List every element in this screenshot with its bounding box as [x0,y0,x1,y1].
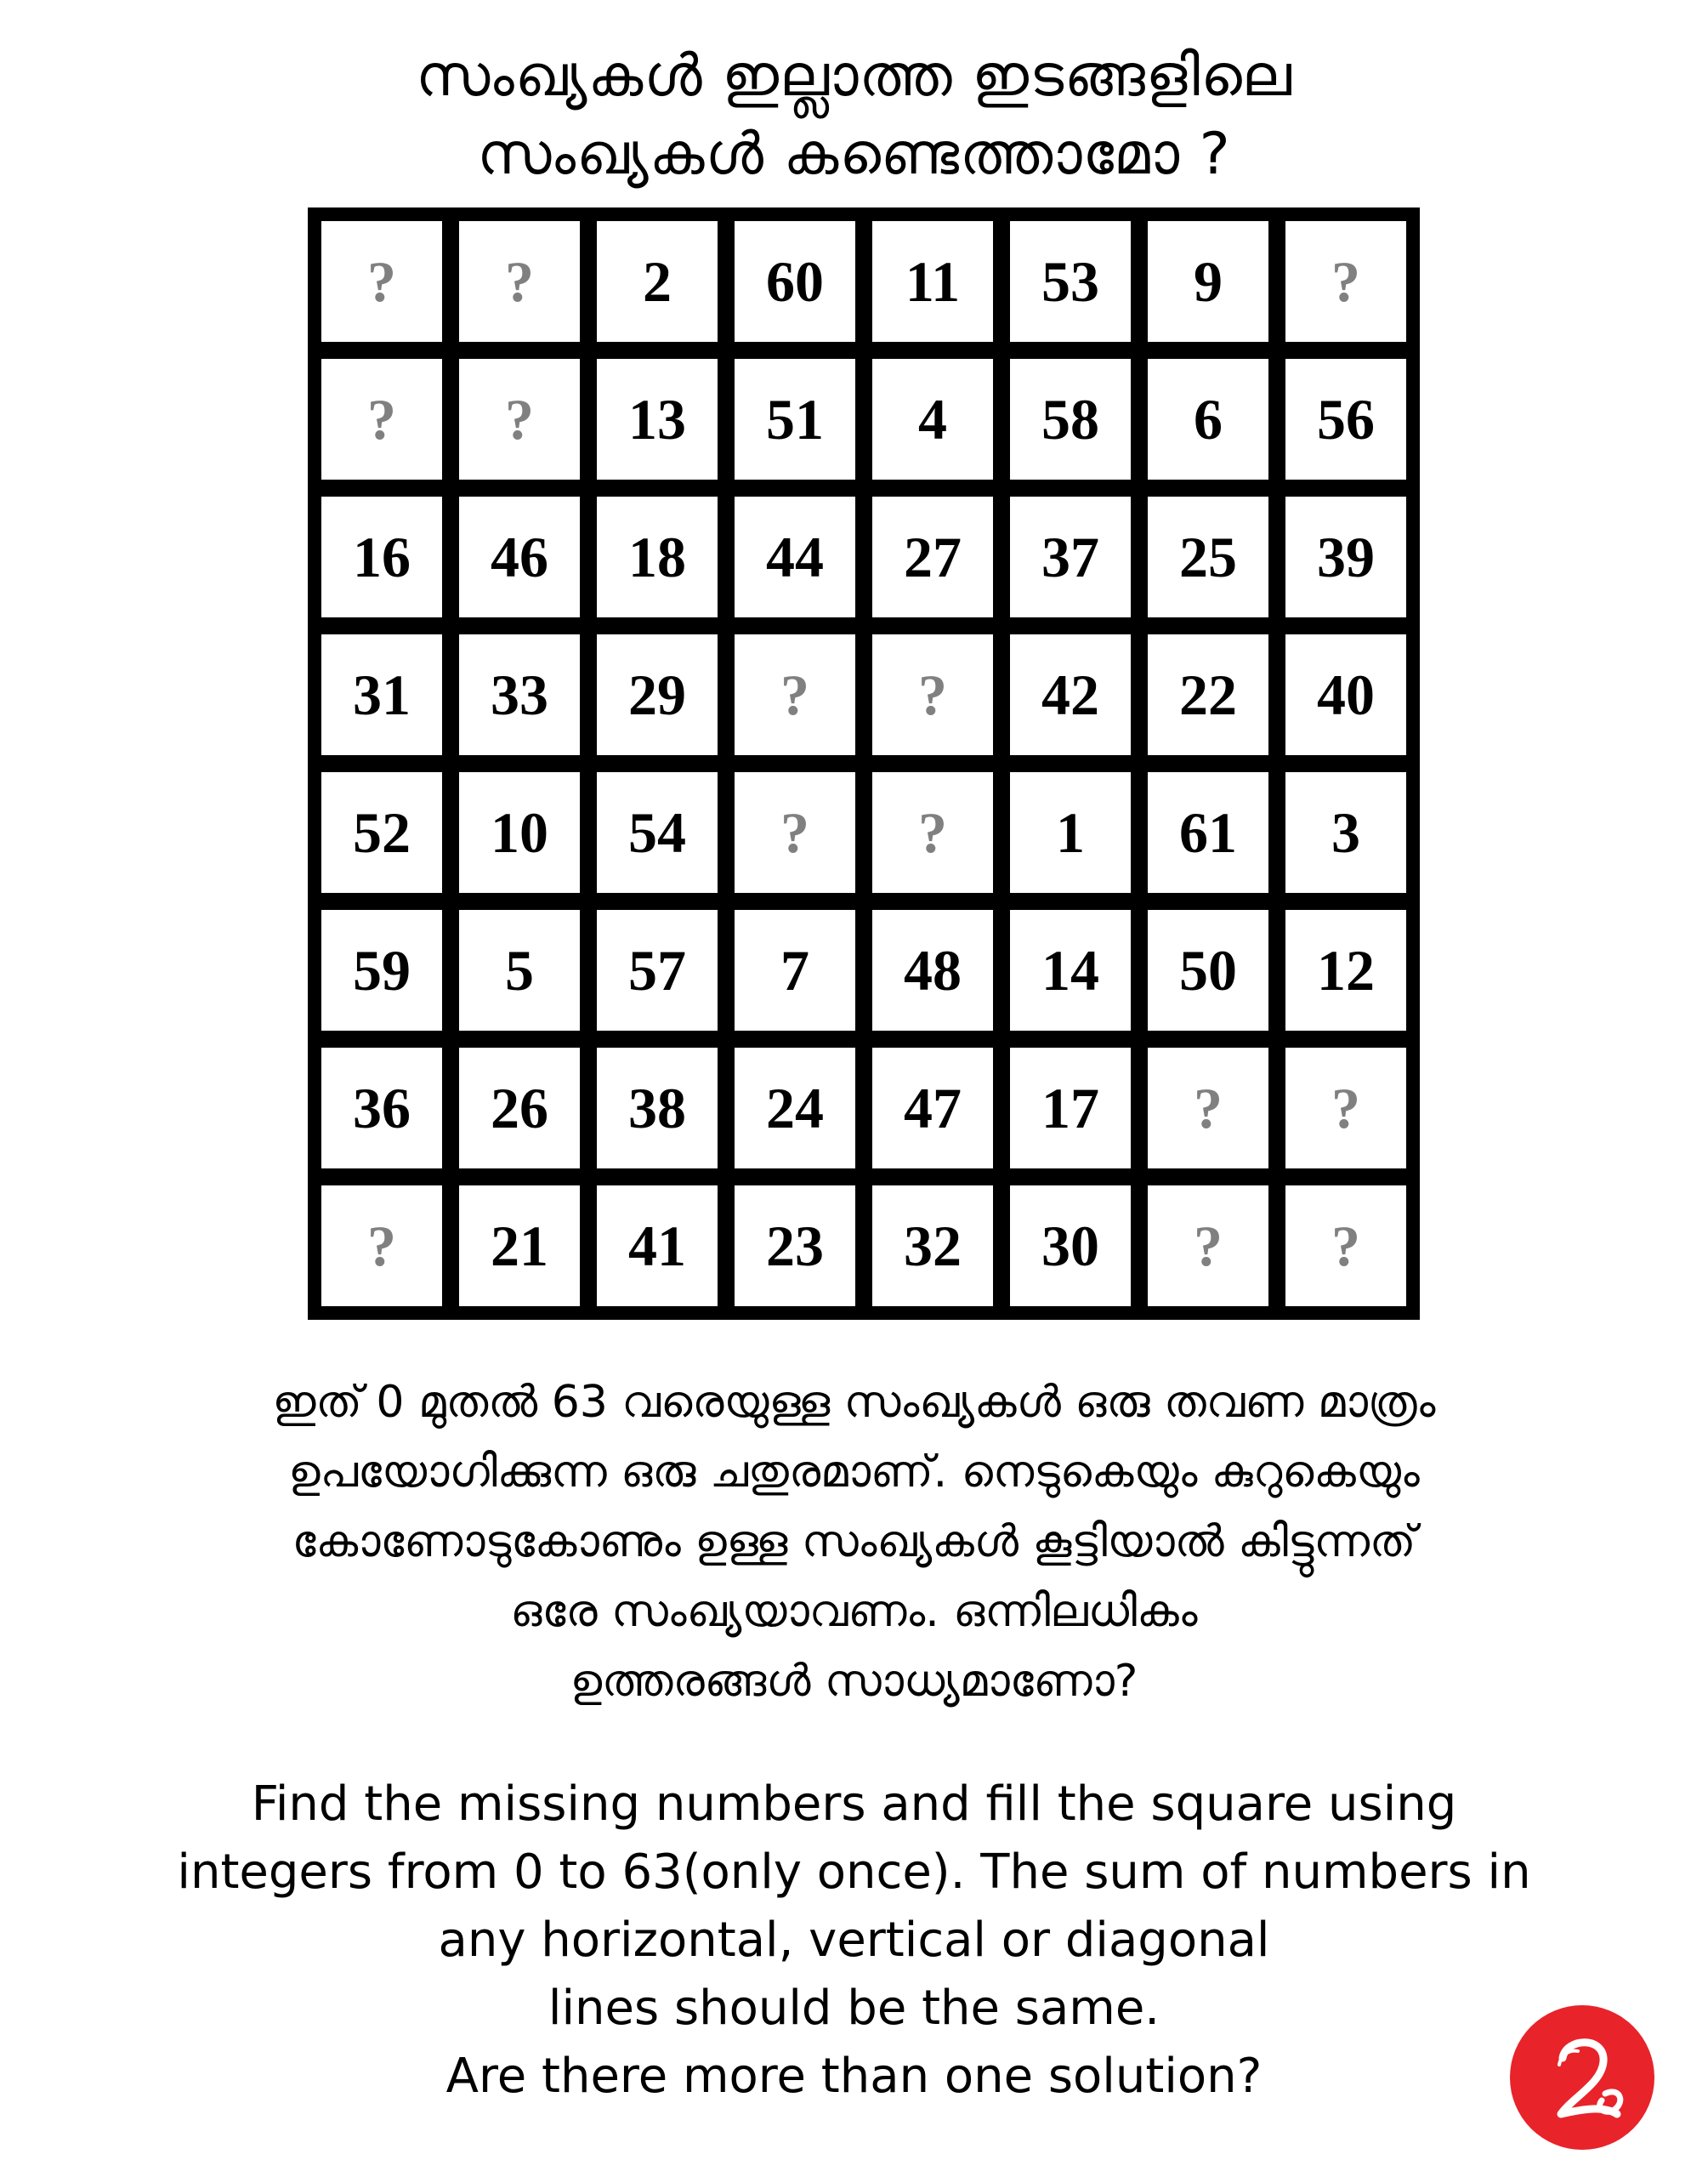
number-cell: 16 [321,497,442,617]
number-cell: 1 [1010,772,1131,893]
number-cell: 3 [1285,772,1406,893]
malayalam-line-4: ഒരേ സംഖ്യയാവണം. ഒന്നിലധികം [510,1586,1198,1637]
missing-number-cell: ? [735,772,855,893]
missing-number-cell: ? [459,221,580,342]
number-cell: 60 [735,221,855,342]
number-cell: 57 [597,910,718,1031]
missing-number-cell: ? [735,634,855,755]
number-cell: 10 [459,772,580,893]
missing-number-cell: ? [872,772,993,893]
number-cell: 24 [735,1048,855,1168]
number-cell: 27 [872,497,993,617]
number-cell: 12 [1285,910,1406,1031]
missing-number-cell: ? [1285,221,1406,342]
number-cell: 13 [597,359,718,480]
english-line-4: lines should be the same. [548,1981,1160,2036]
puzzle-title [0,37,1708,194]
brand-logo-glyph-icon [1510,2005,1654,2150]
number-cell: 41 [597,1185,718,1306]
number-cell: 54 [597,772,718,893]
missing-number-cell: ? [459,359,580,480]
number-cell: 56 [1285,359,1406,480]
number-cell: 36 [321,1048,442,1168]
number-cell: 51 [735,359,855,480]
number-cell: 48 [872,910,993,1031]
english-line-2: integers from 0 to 63(only once). The sum of numbers in [177,1844,1531,1900]
number-cell: 22 [1148,634,1268,755]
malayalam-line-5: ഉത്തരങ്ങൾ സാധ്യമാണോ? [570,1656,1138,1707]
missing-number-cell: ? [1285,1185,1406,1306]
english-line-5: Are there more than one solution? [445,2049,1263,2104]
number-cell: 47 [872,1048,993,1168]
english-line-1: Find the missing numbers and fill the square using [251,1776,1457,1832]
english-instructions [0,1771,1708,2111]
number-cell: 61 [1148,772,1268,893]
number-cell: 42 [1010,634,1131,755]
number-cell: 37 [1010,497,1131,617]
number-cell: 33 [459,634,580,755]
number-cell: 26 [459,1048,580,1168]
number-cell: 32 [872,1185,993,1306]
number-cell: 59 [321,910,442,1031]
number-cell: 14 [1010,910,1131,1031]
number-cell: 25 [1148,497,1268,617]
number-cell: 17 [1010,1048,1131,1168]
number-cell: 11 [872,221,993,342]
malayalam-line-3: കോണോടുകോണും ഉള്ള സംഖ്യകൾ കൂട്ടിയാൽ കിട്ടുന്നത് [292,1516,1416,1567]
number-cell: 40 [1285,634,1406,755]
malayalam-instructions [0,1367,1708,1716]
number-cell: 23 [735,1185,855,1306]
number-cell: 38 [597,1048,718,1168]
number-cell: 53 [1010,221,1131,342]
number-cell: 4 [872,359,993,480]
number-cell: 5 [459,910,580,1031]
number-cell: 29 [597,634,718,755]
number-cell: 44 [735,497,855,617]
title-line-1: സംഖ്യകൾ ഇല്ലാത്ത ഇടങ്ങളിലെ [416,43,1292,110]
number-cell: 2 [597,221,718,342]
number-cell: 18 [597,497,718,617]
number-cell: 39 [1285,497,1406,617]
missing-number-cell: ? [321,359,442,480]
malayalam-line-1: ഇത് 0 മുതൽ 63 വരെയുള്ള സംഖ്യകൾ ഒരു തവണ മാത്രം [272,1377,1436,1428]
missing-number-cell: ? [872,634,993,755]
number-cell: 31 [321,634,442,755]
missing-number-cell: ? [1148,1185,1268,1306]
number-cell: 7 [735,910,855,1031]
number-cell: 9 [1148,221,1268,342]
brand-logo-icon [1510,2005,1654,2150]
magic-square-grid [308,207,1420,1320]
number-cell: 21 [459,1185,580,1306]
number-cell: 58 [1010,359,1131,480]
number-cell: 52 [321,772,442,893]
missing-number-cell: ? [1148,1048,1268,1168]
missing-number-cell: ? [321,221,442,342]
missing-number-cell: ? [321,1185,442,1306]
title-line-2: സംഖ്യകൾ കണ്ടെത്താമോ ? [477,121,1231,188]
missing-number-cell: ? [1285,1048,1406,1168]
number-cell: 6 [1148,359,1268,480]
number-cell: 46 [459,497,580,617]
english-line-3: any horizontal, vertical or diagonal [438,1913,1270,1968]
number-cell: 30 [1010,1185,1131,1306]
number-cell: 50 [1148,910,1268,1031]
malayalam-line-2: ഉപയോഗിക്കുന്ന ഒരു ചതുരമാണ്. നെടുകെയും കുറുകെയും [288,1447,1420,1498]
